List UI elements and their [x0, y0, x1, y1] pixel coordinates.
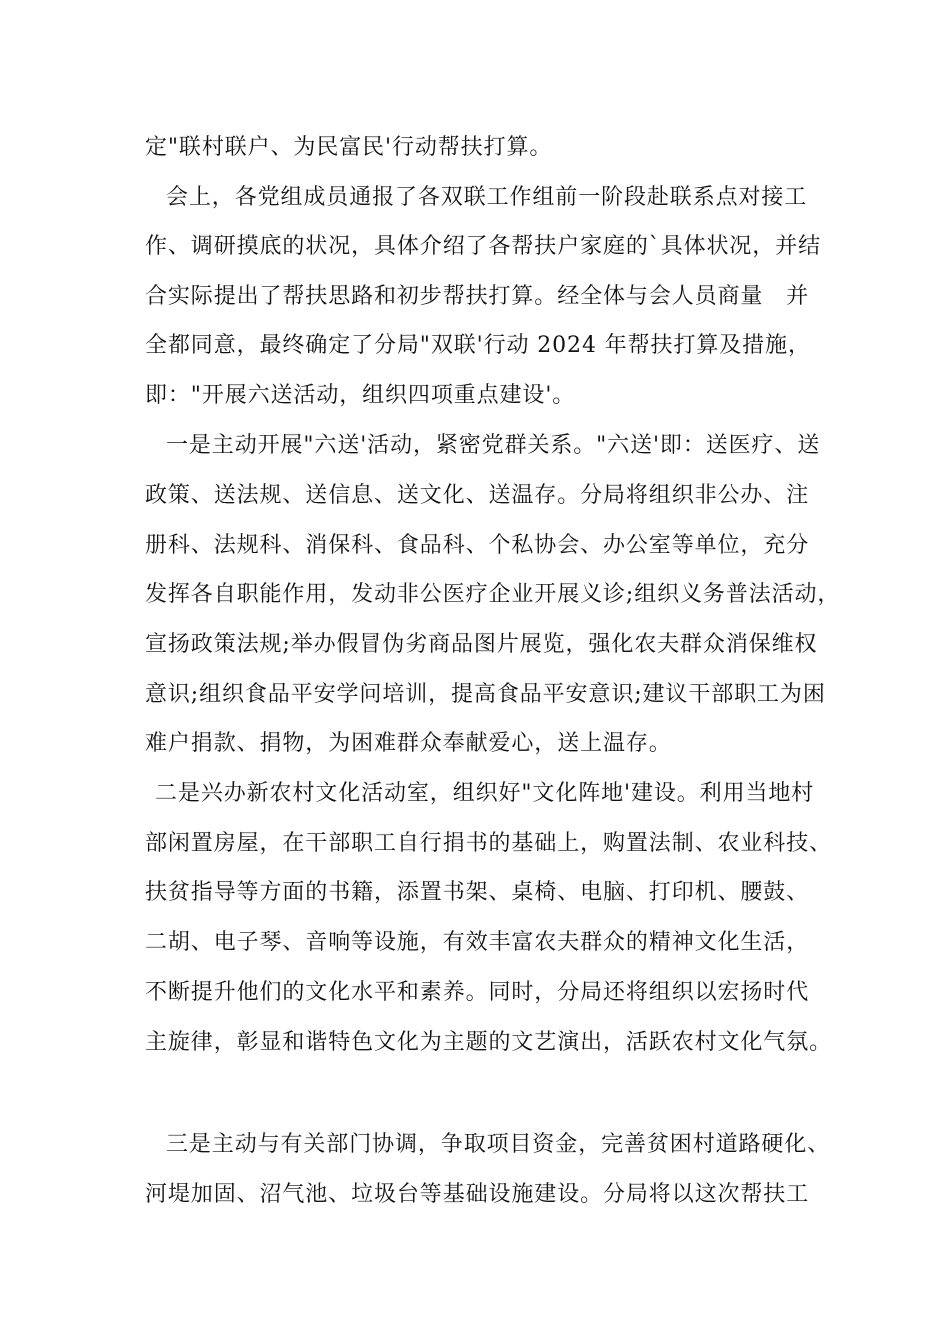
text-line: 不断提升他们的文化水平和素养。同时，分局还将组织以宏扬时代 [145, 980, 810, 1005]
text-line: 定"联村联户、为民富民'行动帮扶打算。 [145, 135, 553, 160]
paragraph-start-line: 二是兴办新农村文化活动室，组织好"文化阵地'建设。利用当地村 [155, 781, 815, 806]
text-line: 扶贫指导等方面的书籍，添置书架、桌椅、电脑、打印机、腰鼓、 [145, 880, 810, 905]
text-line: 二胡、电子琴、音响等设施，有效丰富农夫群众的精神文化生活， [145, 930, 810, 955]
paragraph-start-line: 一是主动开展"六送'活动，紧密党群关系。"六送'即：送医疗、送 [166, 433, 821, 458]
text-line: 部闲置房屋，在干部职工自行捐书的基础上，购置法制、农业科技、 [145, 831, 833, 856]
text-line: 册科、法规科、消保科、食品科、个私协会、办公室等单位，充分 [145, 533, 810, 558]
text-line: 发挥各自职能作用，发动非公医疗企业开展义诊;组织义务普法活动， [145, 582, 841, 607]
text-line: 即："开展六送活动，组织四项重点建设'。 [145, 383, 576, 408]
text-line: 政策、送法规、送信息、送文化、送温存。分局将组织非公办、注 [145, 483, 810, 508]
text-line: 主旋律，彰显和谐特色文化为主题的文艺演出，活跃农村文化气氛。 [145, 1030, 833, 1055]
text-line: 河堤加固、沼气池、垃圾台等基础设施建设。分局将以这次帮扶工 [145, 1182, 810, 1207]
text-line: 全都同意，最终确定了分局"双联'行动 2024 年帮扶打算及措施， [145, 333, 811, 358]
text-line: 合实际提出了帮扶思路和初步帮扶打算。经全体与会人员商量 并 [145, 284, 810, 309]
paragraph-start-line: 三是主动与有关部门协调，争取项目资金，完善贫困村道路硬化、 [166, 1132, 831, 1157]
paragraph-start-line: 会上，各党组成员通报了各双联工作组前一阶段赴联系点对接工 [166, 185, 808, 210]
text-line: 难户捐款、捐物，为困难群众奉献爱心，送上温存。 [145, 731, 672, 756]
text-line: 作、调研摸底的状况，具体介绍了各帮扶户家庭的`具体状况，并结 [145, 234, 822, 259]
text-line: 意识;组织食品平安学问培训，提高食品平安意识;建议干部职工为困 [145, 682, 826, 707]
text-line: 宣扬政策法规;举办假冒伪劣商品图片展览，强化农夫群众消保维权 [145, 632, 818, 657]
